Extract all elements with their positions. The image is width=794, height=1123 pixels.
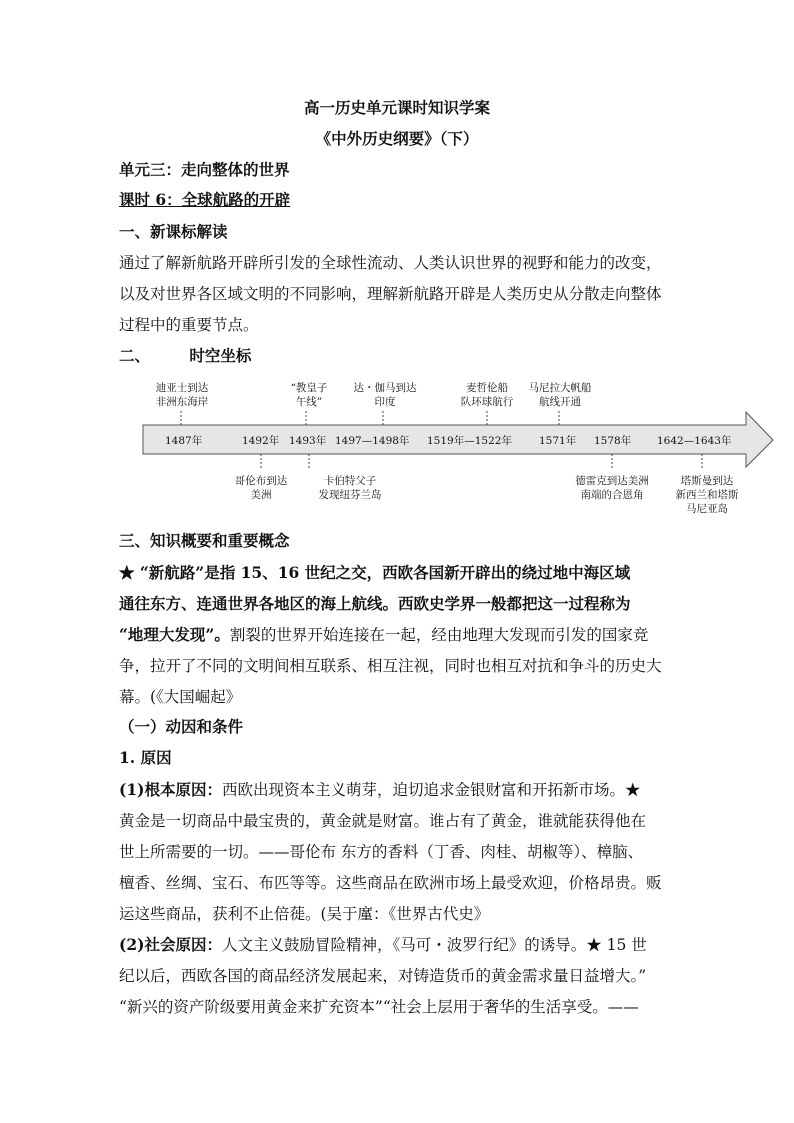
timeline-year: 1578年 bbox=[594, 435, 632, 447]
definition-line: 幕。(《大国崛起》 bbox=[119, 688, 242, 706]
document-subtitle: 《中外历史纲要》（下） bbox=[315, 129, 479, 148]
paragraph-line: 以及对世界各区域文明的不同影响，理解新航路开辟是人类历史从分散走向整体 bbox=[119, 285, 662, 303]
definition-line: 通往东方、连通世界各地区的海上航线。西欧史学界一般都把这一过程称为 bbox=[119, 594, 631, 613]
timeline-year: 1642—1643年 bbox=[657, 435, 732, 447]
event-label: “教皇子 bbox=[290, 382, 328, 394]
event-label: 队环球航行 bbox=[460, 396, 514, 408]
event-label: 马尼拉大帆船 bbox=[528, 382, 592, 394]
subsection-heading: （一）动因和条件 bbox=[119, 717, 244, 736]
paragraph-line: “新兴的资产阶级要用黄金来扩充资本”“社会上层用于奢华的生活享受。—— bbox=[119, 998, 639, 1016]
section3-heading: 三、知识概要和重要概念 bbox=[119, 531, 290, 550]
definition-line: 争，拉开了不同的文明间相互联系、相互注视，同时也相互对抗和争斗的历史大 bbox=[119, 657, 662, 675]
definition-term: “地理大发现”。 bbox=[119, 625, 230, 644]
definition-text: 割裂的世界开始连接在一起，经由地理大发现而引发的国家竞 bbox=[229, 626, 649, 644]
cause-text: 西欧出现资本主义萌芽，迫切追求金银财富和开拓新市场。★ bbox=[221, 781, 641, 799]
unit-heading: 单元三：走向整体的世界 bbox=[119, 160, 290, 179]
timeline-year: 1493年 bbox=[289, 435, 327, 447]
timeline-year: 1487年 bbox=[165, 435, 203, 447]
lesson-heading: 课时 6：全球航路的开辟 bbox=[119, 190, 291, 209]
event-label: 马尼亚岛 bbox=[686, 503, 728, 515]
cause-paragraph bbox=[119, 780, 640, 800]
timeline-year: 1571年 bbox=[539, 435, 577, 447]
event-label: 美洲 bbox=[250, 489, 272, 501]
event-label: 非洲东海岸 bbox=[155, 396, 209, 408]
document-title: 高一历史单元课时知识学案 bbox=[303, 98, 490, 117]
event-label: 航线开通 bbox=[539, 396, 581, 408]
event-label: 塔斯曼到达 bbox=[680, 475, 734, 487]
event-label: 新西兰和塔斯 bbox=[675, 489, 739, 501]
timeline-year: 1492年 bbox=[242, 435, 280, 447]
cause-label: (1)根本原因： bbox=[119, 780, 222, 799]
event-label: 印度 bbox=[374, 396, 396, 408]
event-label: 德雷克到达美洲 bbox=[575, 475, 649, 487]
event-label: 午线” bbox=[295, 396, 323, 408]
paragraph-line: 世上所需要的一切。——哥伦布 东方的香料（丁香、肉桂、胡椒等）、樟脑、 bbox=[119, 843, 644, 861]
cause-label: (2)社会原因： bbox=[119, 935, 222, 954]
event-label: 迪亚士到达 bbox=[155, 382, 209, 394]
subsubsection-heading: 1. 原因 bbox=[119, 748, 172, 767]
paragraph-line: 檀香、丝绸、宝石、布匹等等。这些商品在欧洲市场上最受欢迎，价格昂贵。贩 bbox=[119, 874, 662, 892]
event-label: 达・伽马到达 bbox=[353, 382, 417, 394]
event-label: 南端的合恩角 bbox=[580, 489, 644, 501]
section2-title: 时空坐标 bbox=[189, 346, 252, 365]
cause-paragraph bbox=[119, 935, 647, 955]
timeline-year: 1519年—1522年 bbox=[427, 435, 512, 447]
paragraph-line: 纪以后，西欧各国的商品经济发展起来，对铸造货币的黄金需求量日益增大。” bbox=[119, 967, 647, 985]
timeline-year: 1497—1498年 bbox=[335, 435, 410, 447]
paragraph-line: 运这些商品，获利不止倍蓰。(吴于廑：《世界古代史》 bbox=[119, 905, 490, 923]
section1-heading: 一、新课标解读 bbox=[119, 222, 228, 241]
event-label: 麦哲伦船 bbox=[466, 382, 508, 394]
definition-line: ★ “新航路”是指 15、16 世纪之交，西欧各国新开辟出的绕过地中海区域 bbox=[119, 563, 631, 582]
paragraph-line: 过程中的重要节点。 bbox=[119, 316, 259, 334]
paragraph-line: 通过了解新航路开辟所引发的全球性流动、人类认识世界的视野和能力的改变， bbox=[119, 254, 662, 272]
event-label: 卡伯特父子 bbox=[323, 475, 377, 487]
event-label: 发现纽芬兰岛 bbox=[318, 489, 382, 501]
definition-line bbox=[119, 625, 648, 645]
event-label: 哥伦布到达 bbox=[234, 475, 288, 487]
section2-number: 二、 bbox=[119, 346, 151, 365]
cause-text: 人文主义鼓励冒险精神，《马可・波罗行纪》的诱导。★ 15 世 bbox=[221, 936, 647, 954]
paragraph-line: 黄金是一切商品中最宝贵的，黄金就是财富。谁占有了黄金，谁就能获得他在 bbox=[119, 812, 647, 830]
